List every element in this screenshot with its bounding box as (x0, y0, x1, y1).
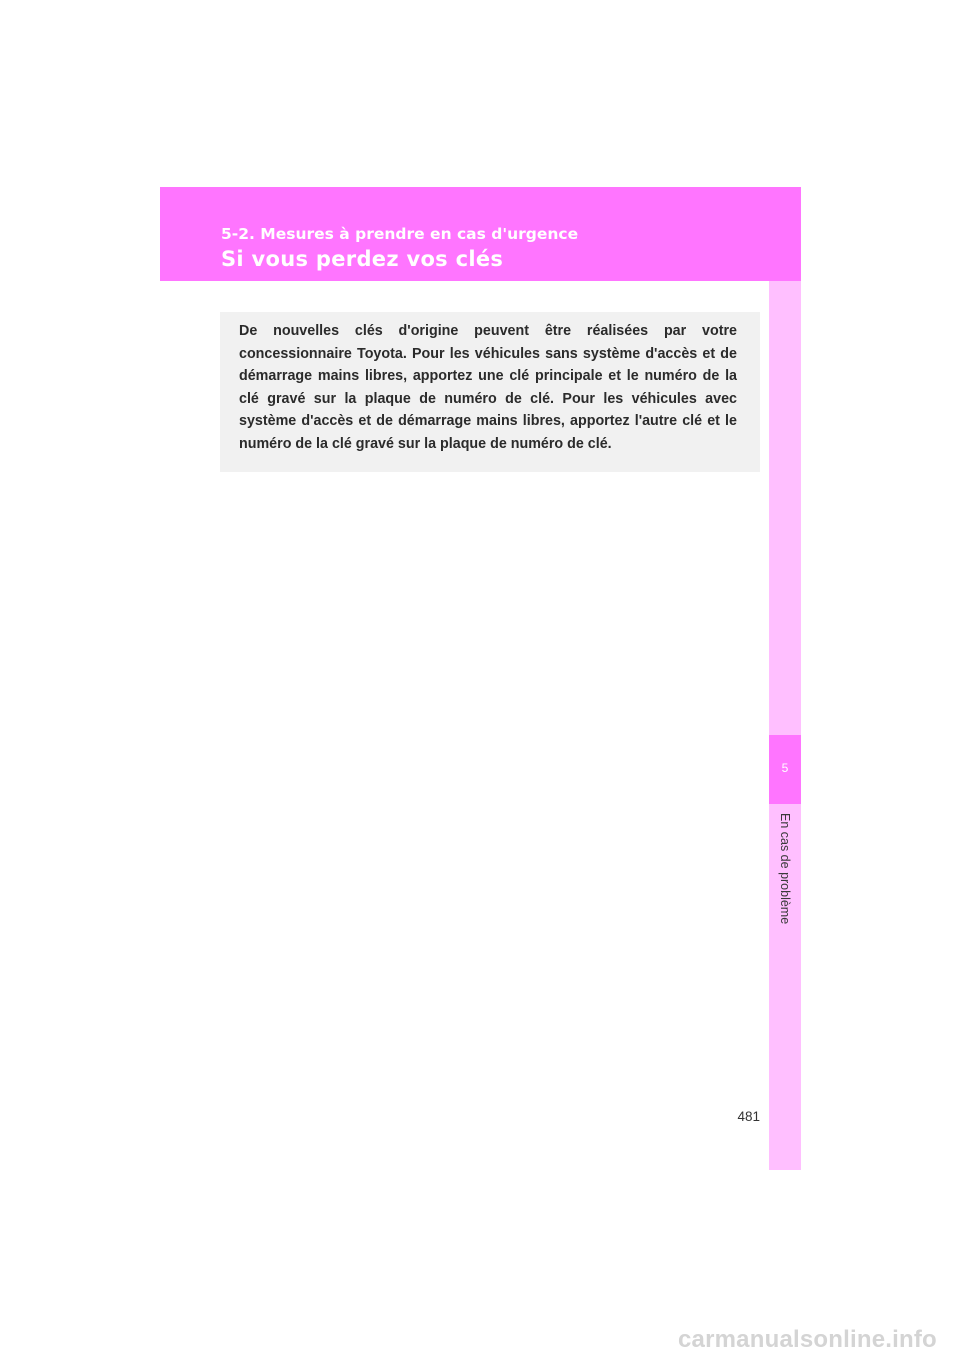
watermark: carmanualsonline.info (678, 1326, 937, 1353)
section-header-band (160, 187, 801, 281)
page-number: 481 (737, 1109, 760, 1124)
section-label: 5-2. Mesures à prendre en cas d'urgence (221, 225, 579, 243)
chapter-title: En cas de problème (778, 813, 792, 925)
info-note-text: De nouvelles clés d'origine peuvent être réalisées par votre concessionnaire Toyota. Pour les véhicules sans système d'accès et de démarrage mains libres, apportez une clé principale et le numéro de la clé gravé sur la plaque de numéro de clé. Pour les véhicules avec système d'accès et de démarrage mains libres, apportez l'autre clé et le numéro de la clé gravé sur la plaque de numéro de clé. (239, 323, 737, 452)
info-note-box (220, 312, 760, 472)
chapter-number: 5 (781, 761, 789, 775)
chapter-side-strip (769, 281, 801, 1170)
page-title: Si vous perdez vos clés (221, 247, 504, 271)
chapter-tab (769, 735, 801, 804)
